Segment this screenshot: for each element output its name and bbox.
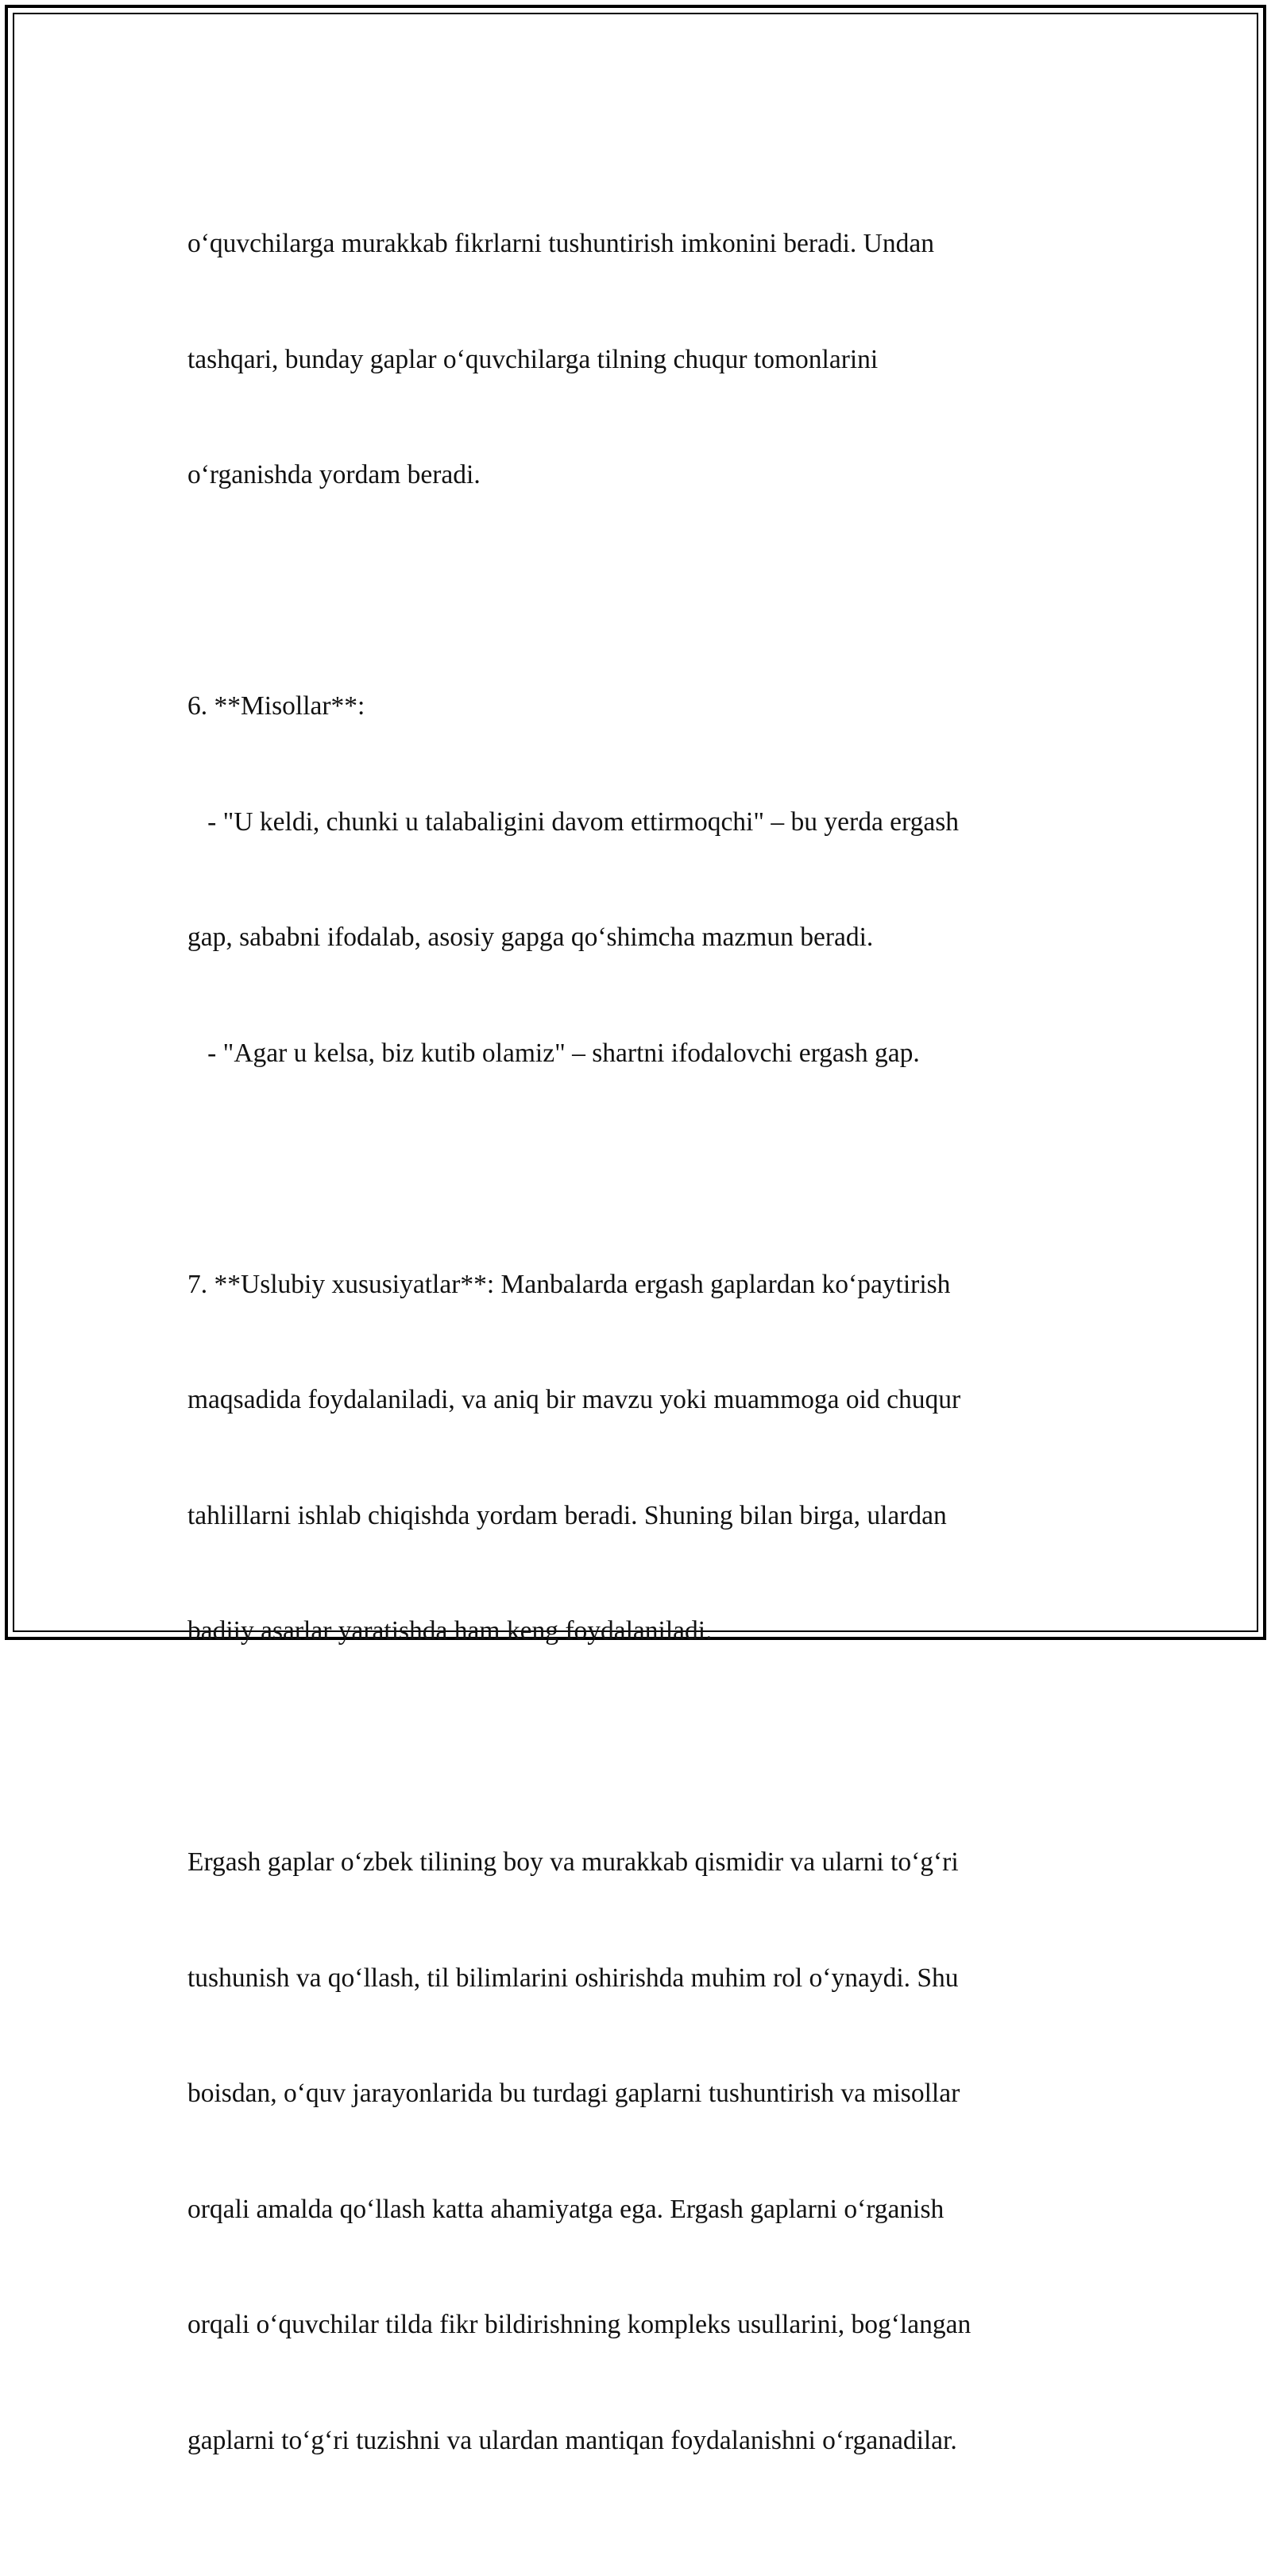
text-line: tashqari, bunday gaplar o‘quvchilarga tilning chuqur tomonlarini: [187, 344, 879, 374]
text-line: orqali o‘quvchilar tilda fikr bildirishning kompleks usullarini, bog‘langan: [187, 2310, 972, 2339]
paragraph-style-features: [187, 1189, 1077, 1728]
text-line: tushunish va qo‘llash, til bilimlarini oshirishda muhim rol o‘ynaydi. Shu: [187, 1963, 959, 1993]
text-line: - "U keldi, chunki u talabaligini davom ettirmoqchi" – bu yerda ergash: [187, 806, 960, 837]
text-line: - "Agar u kelsa, biz kutib olamiz" – shartni ifodalovchi ergash gap.: [187, 1038, 920, 1068]
section-heading: 7. **Uslubiy xususiyatlar**: Manbalarda ergash gaplardan ko‘paytirish: [187, 1269, 951, 1299]
text-line: badiiy asarlar yaratishda ham keng foydalaniladi.: [187, 1616, 713, 1646]
text-line: maqsadida foydalaniladi, va aniq bir mavzu yoki muammoga oid chuqur: [187, 1385, 961, 1414]
paragraph-examples: [187, 610, 1077, 1150]
document-body: [187, 148, 1077, 2576]
text-line: o‘quvchilarga murakkab fikrlarni tushuntirish imkonini beradi. Undan: [187, 229, 934, 258]
paragraph-continuation: [187, 148, 1077, 572]
text-line: gaplarni to‘g‘ri tuzishni va ulardan mantiqan foydalanishni o‘rganadilar.: [187, 2425, 957, 2455]
text-line: o‘rganishda yordam beradi.: [187, 460, 481, 489]
text-line: gap, sababni ifodalab, asosiy gapga qo‘shimcha mazmun beradi.: [187, 922, 874, 952]
text-line: Ergash gaplar o‘zbek tilining boy va murakkab qismidir va ularni to‘g‘ri: [187, 1847, 959, 1877]
text-line: orqali amalda qo‘llash katta ahamiyatga ega. Ergash gaplarni o‘rganish: [187, 2194, 945, 2224]
paragraph-conclusion: [187, 1766, 1077, 2537]
section-heading: 6. **Misollar**:: [187, 691, 365, 721]
text-line: tahlillarni ishlab chiqishda yordam beradi. Shuning bilan birga, ulardan: [187, 1500, 947, 1530]
text-line: boisdan, o‘quv jarayonlarida bu turdagi gaplarni tushuntirish va misollar: [187, 2079, 960, 2108]
